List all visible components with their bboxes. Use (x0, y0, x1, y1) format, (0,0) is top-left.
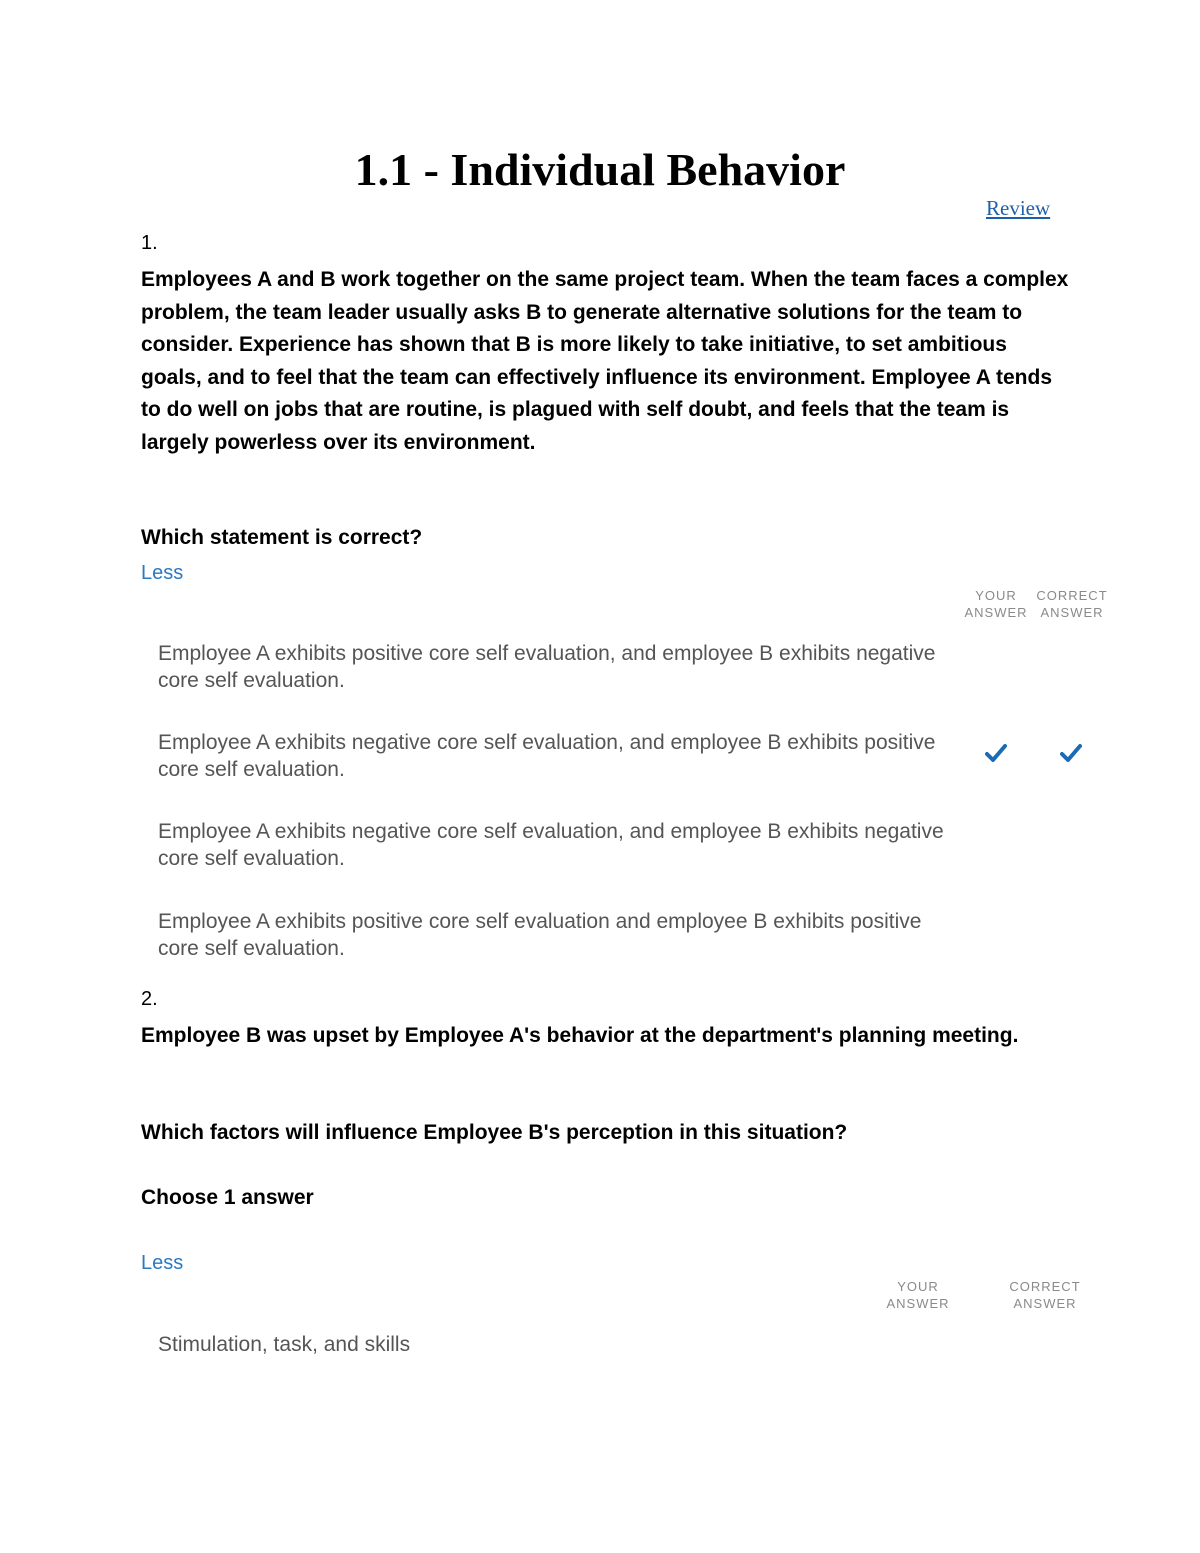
question-1-prompt: Employees A and B work together on the same project team. When the team faces a complex problem, the team leader usually asks B to generate alternative solutions for the team to consider. Experience has shown that B is more likely to take initiative, to set ambitious goals, and to feel that the team can effectively influence its environment. Employee A tends to do well on jobs that are routine, is plagued with self doubt, and feels that the team is largely powerless over its environment. (141, 268, 1069, 454)
question-1-option-1[interactable]: Employee A exhibits positive core self evaluation, and employee B exhibits negative core self evaluation. (158, 642, 936, 692)
question-1-correct-answer-header: CORRECT ANSWER (1036, 588, 1108, 620)
question-1-option-4[interactable]: Employee A exhibits positive core self evaluation and employee B exhibits positive core self evaluation. (158, 910, 922, 960)
page-title: 1.1 - Individual Behavior (354, 144, 846, 195)
correct-answer-checkmark-icon (1060, 743, 1082, 763)
question-2-your-answer-header: YOUR ANSWER (886, 1279, 950, 1311)
question-1-question: Which statement is correct? (141, 526, 423, 549)
question-1-your-answer-header: YOUR ANSWER (964, 588, 1028, 620)
question-1-less-link[interactable]: Less (141, 562, 184, 584)
question-2-number: 2. (141, 988, 158, 1010)
question-2-instruction: Choose 1 answer (141, 1186, 314, 1209)
your-answer-checkmark-icon (985, 743, 1007, 763)
question-1-number: 1. (141, 232, 158, 254)
question-2-less-link[interactable]: Less (141, 1252, 184, 1274)
question-2-option-1[interactable]: Stimulation, task, and skills (158, 1333, 411, 1356)
question-1-option-3[interactable]: Employee A exhibits negative core self evaluation, and employee B exhibits negative core self evaluation. (158, 820, 944, 870)
question-1-option-2[interactable]: Employee A exhibits negative core self evaluation, and employee B exhibits positive core self evaluation. (158, 731, 936, 781)
question-2-prompt: Employee B was upset by Employee A's behavior at the department's planning meeting. (141, 1024, 1019, 1047)
question-2-correct-answer-header: CORRECT ANSWER (1009, 1279, 1081, 1311)
question-2-question: Which factors will influence Employee B's perception in this situation? (141, 1121, 848, 1144)
review-link[interactable]: Review (986, 196, 1051, 220)
